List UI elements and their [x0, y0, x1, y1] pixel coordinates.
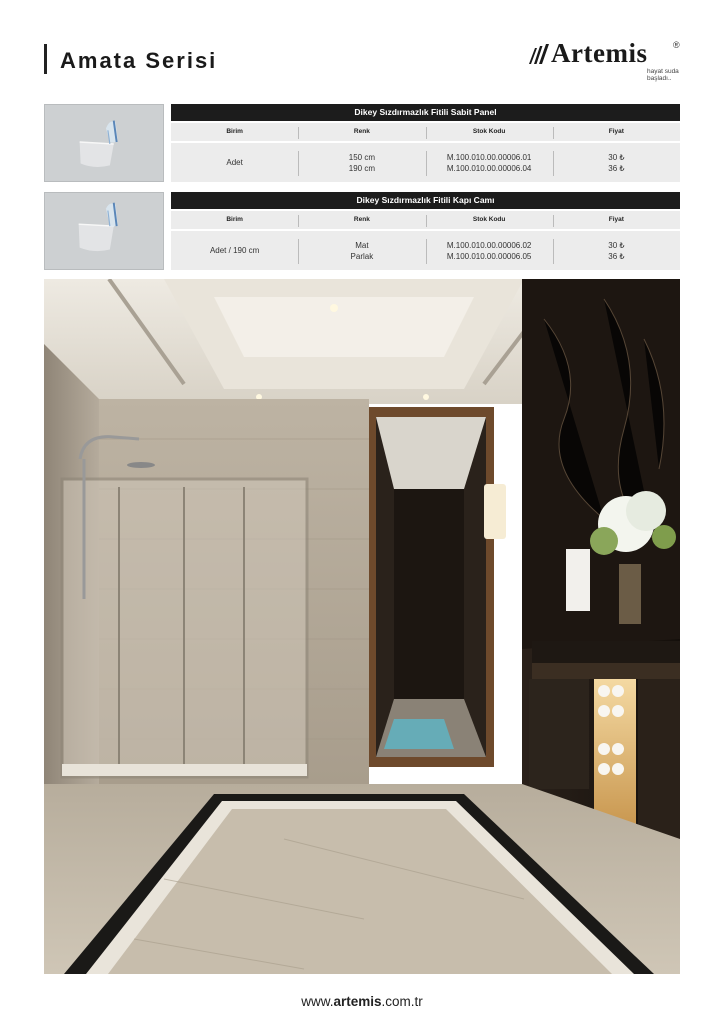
renk-value: 150 cm	[348, 152, 375, 162]
seal-strip-image	[45, 105, 163, 181]
birim-value: Adet / 190 cm	[209, 246, 260, 255]
renk-value: Parlak	[350, 251, 374, 261]
renk-value: Mat	[355, 240, 369, 250]
table-header-row	[171, 121, 680, 141]
cell-stok-kodu	[426, 231, 553, 270]
birim-value: Adet	[226, 158, 243, 167]
spec-table-sabit-panel	[171, 104, 680, 182]
stok-kodu-value: M.100.010.00.00006.02	[446, 240, 532, 250]
stok-kodu-value: M.100.010.00.00006.04	[446, 163, 532, 173]
product-image-kapi-cami	[44, 192, 164, 270]
fiyat-value: 30 ₺	[608, 152, 625, 162]
seal-strip-image	[45, 193, 163, 269]
url-prefix: www.	[301, 994, 334, 1009]
cell-renk	[298, 143, 425, 182]
table-title: Dikey Sızdırmazlık Fitili Kapı Camı	[171, 192, 680, 209]
brand-name: Artemis	[551, 38, 648, 68]
table-row	[171, 229, 680, 270]
cell-birim	[171, 231, 298, 270]
renk-value: 190 cm	[348, 163, 375, 173]
registered-mark: ®	[673, 40, 680, 50]
table-title: Dikey Sızdırmazlık Fitili Sabit Panel	[171, 104, 680, 121]
cell-birim	[171, 143, 298, 182]
footer-website-url	[0, 994, 724, 1009]
cell-fiyat	[553, 231, 680, 270]
column-header-birim: Birim	[226, 216, 243, 223]
title-accent-bar	[44, 44, 47, 74]
table-row	[171, 141, 680, 182]
triple-slash-logo-icon	[527, 44, 549, 64]
fiyat-value: 36 ₺	[608, 163, 625, 173]
fiyat-value: 30 ₺	[608, 240, 625, 250]
spec-table-kapi-cami	[171, 192, 680, 270]
fiyat-value: 36 ₺	[608, 251, 625, 261]
url-suffix: .com.tr	[381, 994, 423, 1009]
bathroom-illustration	[44, 279, 680, 974]
bathroom-scene-photo	[44, 279, 680, 974]
column-header-renk: Renk	[298, 211, 425, 229]
cell-stok-kodu	[426, 143, 553, 182]
product-image-sabit-panel	[44, 104, 164, 182]
brand-tagline: hayat suda başladı..	[647, 68, 679, 82]
stok-kodu-value: M.100.010.00.00006.01	[446, 152, 532, 162]
column-header-renk: Renk	[298, 123, 425, 141]
column-header-fiyat: Fiyat	[553, 123, 680, 141]
table-header-row	[171, 209, 680, 229]
column-header-stok-kodu: Stok Kodu	[426, 211, 553, 229]
column-header-birim: Birim	[226, 128, 243, 135]
column-header-stok-kodu: Stok Kodu	[426, 123, 553, 141]
page-title: Amata Serisi	[60, 48, 218, 73]
cell-fiyat	[553, 143, 680, 182]
brand-logo	[527, 38, 687, 82]
column-header-fiyat: Fiyat	[553, 211, 680, 229]
stok-kodu-value: M.100.010.00.00006.05	[446, 251, 532, 261]
cell-renk	[298, 231, 425, 270]
url-brand: artemis	[333, 994, 382, 1009]
